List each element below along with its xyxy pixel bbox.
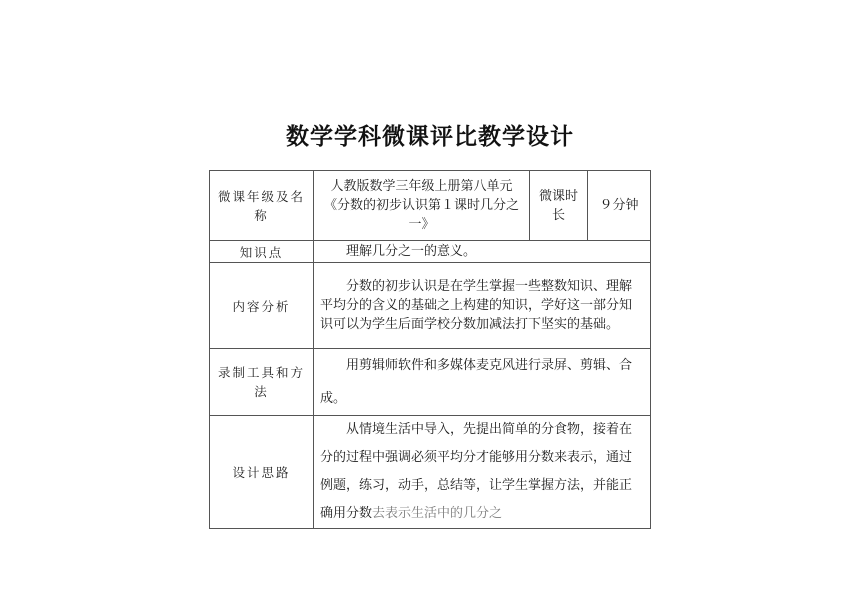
knowledge-label: 知识点 bbox=[239, 244, 284, 260]
tools-label: 录制工具和方法 bbox=[217, 365, 305, 399]
duration-label-cell bbox=[530, 171, 588, 241]
content-value-cell bbox=[314, 263, 651, 349]
content-label-cell bbox=[210, 263, 314, 349]
grade-value-cell bbox=[314, 171, 530, 241]
content-value: 分数的初步认识是在学生掌握一些整数知识、理解平均分的含义的基础之上构建的知识，学好这一部分知识可以为学生后面学校分数加减法打下坚实的基础。 bbox=[320, 279, 633, 332]
duration-value: ９分钟 bbox=[599, 198, 639, 213]
tools-value: 用剪辑师软件和多媒体麦克风进行录屏、剪辑、合成。 bbox=[320, 358, 633, 406]
document-title: 数学学科微课评比教学设计 bbox=[286, 124, 574, 150]
grade-label-cell bbox=[210, 171, 314, 241]
table-row bbox=[210, 263, 651, 349]
table-row bbox=[210, 416, 651, 529]
knowledge-label-cell bbox=[210, 241, 314, 263]
grade-label: 微课年级及名称 bbox=[217, 188, 305, 223]
design-value: 从情境生活中导入，先提出简单的分食物，接着在分的过程中强调必须平均分才能够用分数来表示，通过例题，练习，动手，总结等，让学生掌握方法，并能正确用分数 bbox=[320, 422, 633, 521]
design-value-cell bbox=[314, 416, 651, 529]
grade-value: 人教版数学三年级上册第八单元《分数的初步认识第１课时几分之一》 bbox=[323, 179, 519, 232]
knowledge-value: 理解几分之一的意义。 bbox=[346, 244, 477, 259]
tools-label-cell bbox=[210, 349, 314, 416]
table-row bbox=[210, 171, 651, 241]
tools-value-cell bbox=[314, 349, 651, 416]
content-label: 内容分析 bbox=[232, 298, 291, 314]
design-label-cell bbox=[210, 416, 314, 529]
table-row bbox=[210, 241, 651, 263]
design-value-block bbox=[314, 416, 650, 528]
duration-value-cell bbox=[588, 171, 651, 241]
table-row bbox=[210, 349, 651, 416]
duration-label: 微课时长 bbox=[538, 188, 578, 223]
knowledge-value-cell bbox=[314, 241, 651, 263]
design-value-tail: 去表示生活中的几分之 bbox=[372, 506, 503, 521]
design-label: 设计思路 bbox=[232, 465, 291, 480]
lesson-design-table bbox=[209, 170, 651, 529]
